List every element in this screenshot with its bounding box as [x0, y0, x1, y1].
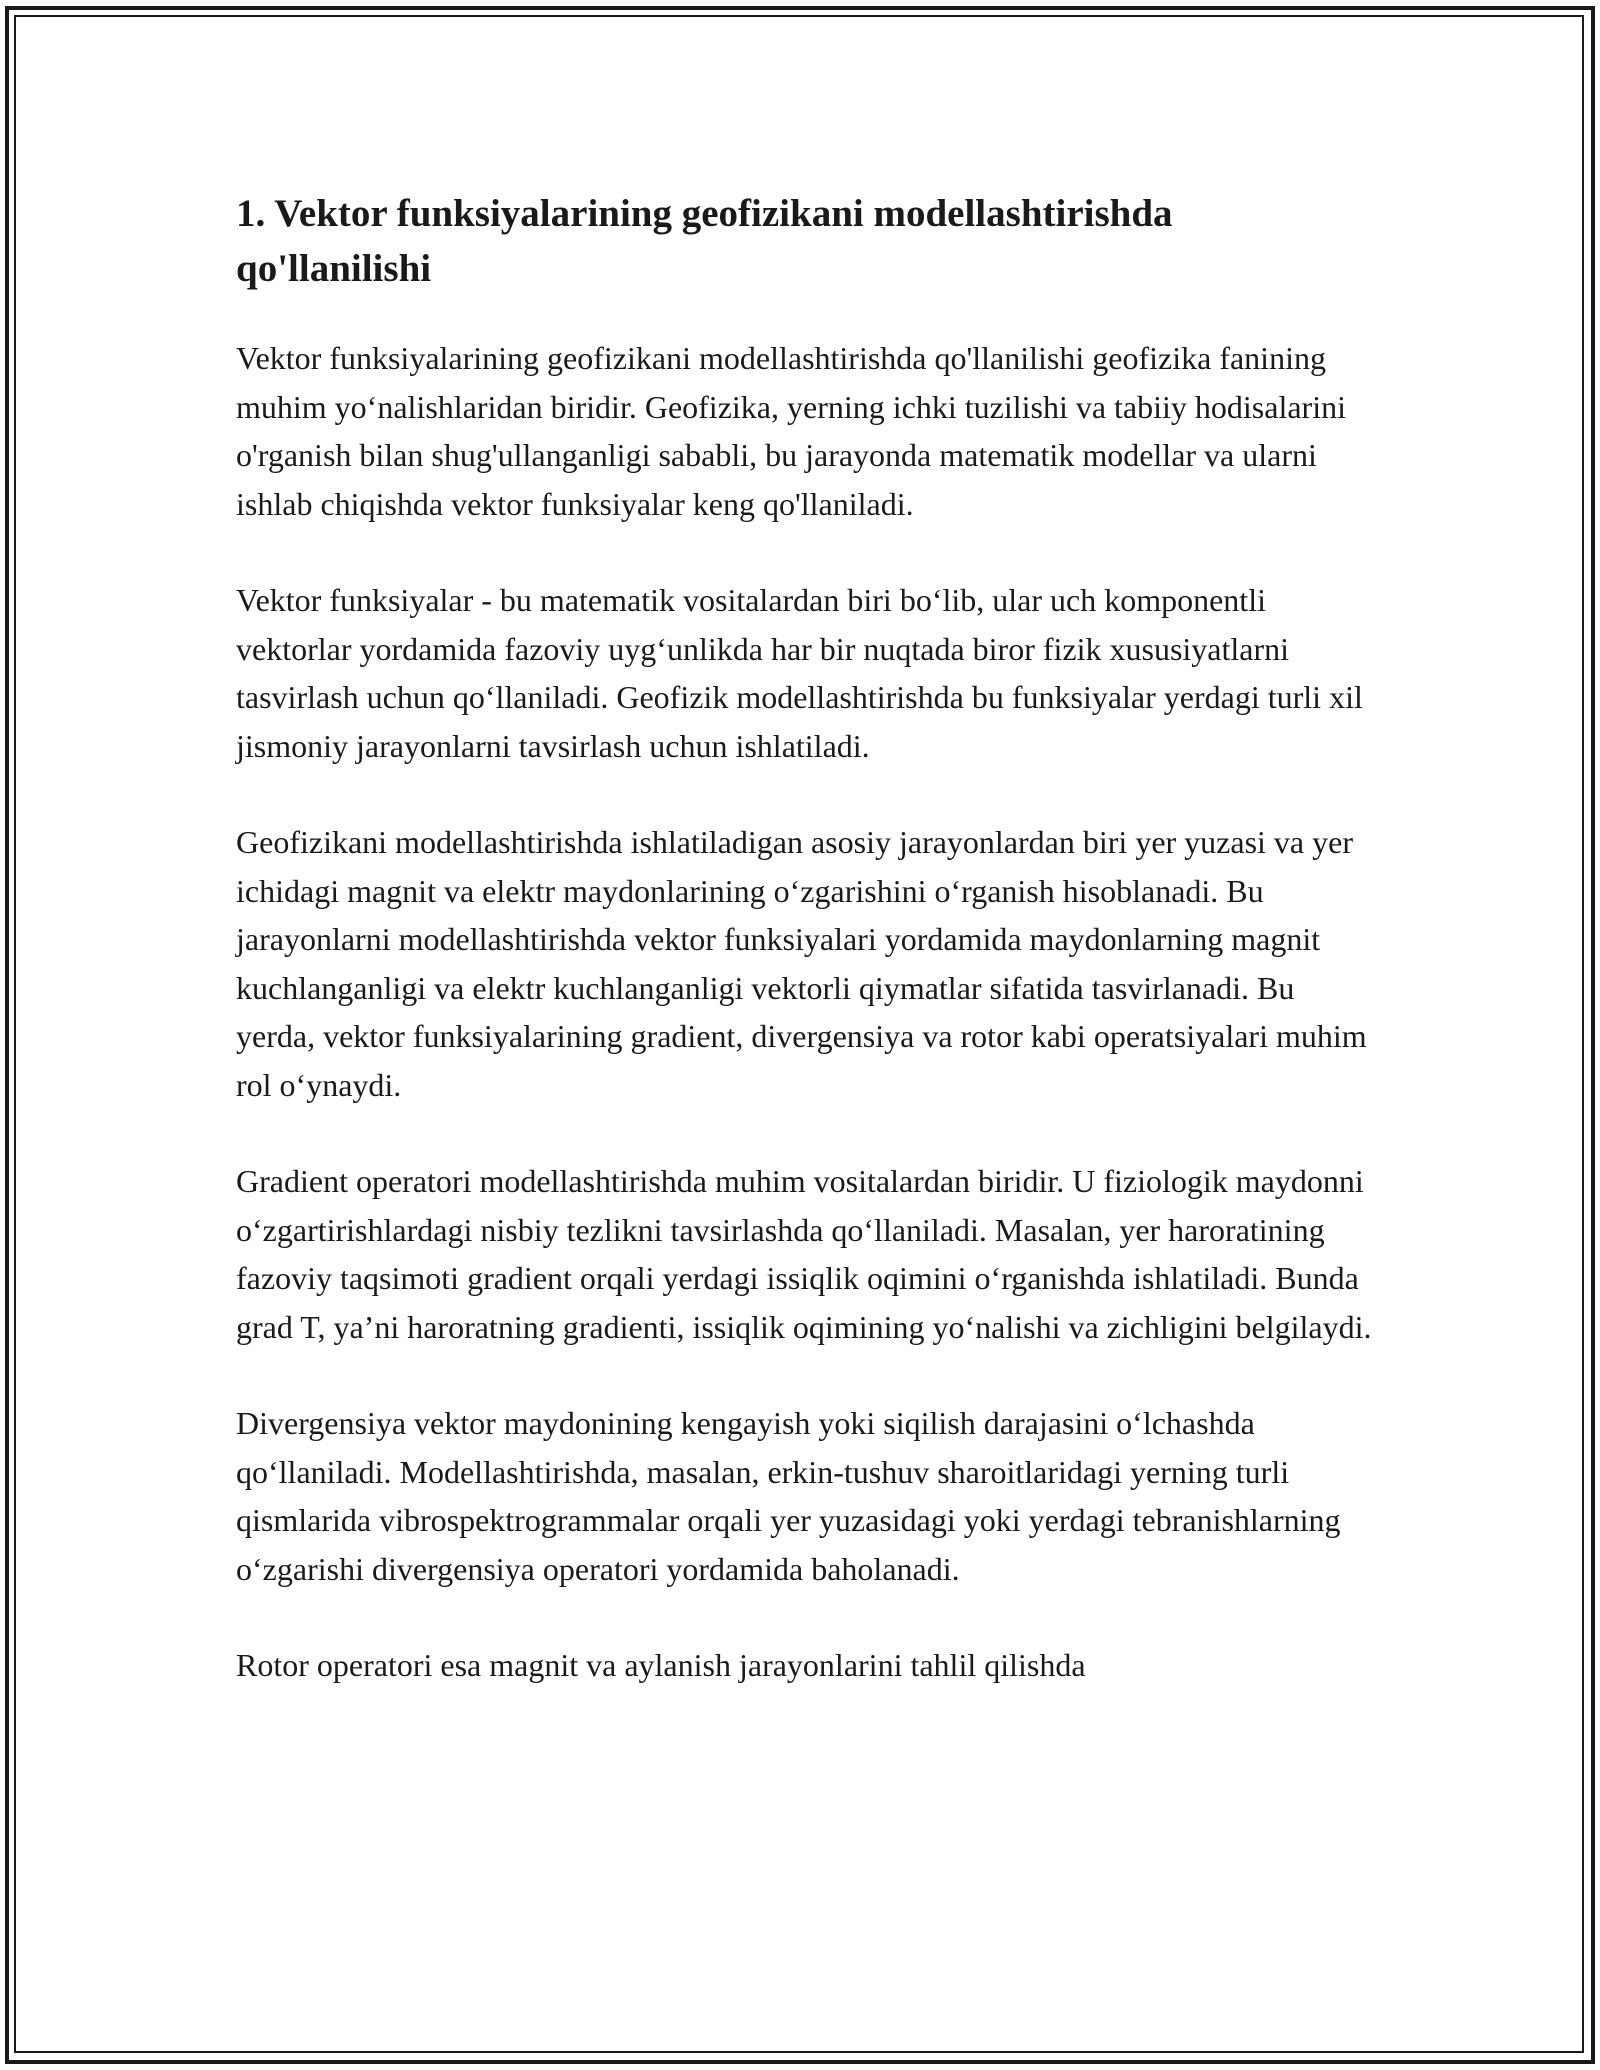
- section-heading: 1. Vektor funksiyalarining geofizikani modellashtirishda qo'llanilishi: [236, 192, 1173, 290]
- paragraph-intro: Vektor funksiyalarining geofizikani modellashtirishda qo'llanilishi geofizika fanining muhim yo‘nalishlaridan biridir. Geofizika, yerning ichki tuzilishi va tabiiy hodisalarini o'rganish bilan shug'ullanganligi sababli, bu jarayonda matematik modellar va ularni ishlab chiqishda vektor funksiyalar keng qo'llaniladi.: [236, 340, 1346, 522]
- paragraph-vector-functions: Vektor funksiyalar - bu matematik vositalardan biri bo‘lib, ular uch komponentli vektorlar yordamida fazoviy uyg‘unlikda har bir nuqtada biror fizik xususiyatlarni tasvirlash uchun qo‘llaniladi. Geofizik modellashtirishda bu funksiyalar yerdagi turli xil jismoniy jarayonlarni tavsirlash uchun ishlatiladi.: [236, 582, 1363, 764]
- paragraph-magnetic-electric-fields: Geofizikani modellashtirishda ishlatiladigan asosiy jarayonlardan biri yer yuzasi va yer ichidagi magnit va elektr maydonlarining o‘zgarishini o‘rganish hisoblanadi. Bu jarayonlarni modellashtirishda vektor funksiyalari yordamida maydonlarning magnit kuchlanganligi va elektr kuchlanganligi vektorli qiymatlar sifatida tasvirlanadi. Bu yerda, vektor funksiyalarining gradient, divergensiya va rotor kabi operatsiyalari muhim rol o‘ynaydi.: [236, 824, 1367, 1103]
- paragraph-divergence: Divergensiya vektor maydonining kengayish yoki siqilish darajasini o‘lchashda qo‘llaniladi. Modellashtirishda, masalan, erkin-tushuv sharoitlaridagi yerning turli qismlarida vibrospektrogrammalar orqali yer yuzasidagi yoki yerdagi tebranishlarning o‘zgarishi divergensiya operatori yordamida baholanadi.: [236, 1405, 1341, 1587]
- document-body: [236, 186, 1376, 1738]
- paragraph-gradient-operator: Gradient operatori modellashtirishda muhim vositalardan biridir. U fiziologik maydonni o‘zgartirishlardagi nisbiy tezlikni tavsirlashda qo‘llaniladi. Masalan, yer haroratining fazoviy taqsimoti gradient orqali yerdagi issiqlik oqimini o‘rganishda ishlatiladi. Bunda grad T, ya’ni haroratning gradienti, issiqlik oqimining yo‘nalishi va zichligini belgilaydi.: [236, 1163, 1372, 1345]
- paragraph-rotor-operator: Rotor operatori esa magnit va aylanish jarayonlarini tahlil qilishda: [236, 1647, 1086, 1683]
